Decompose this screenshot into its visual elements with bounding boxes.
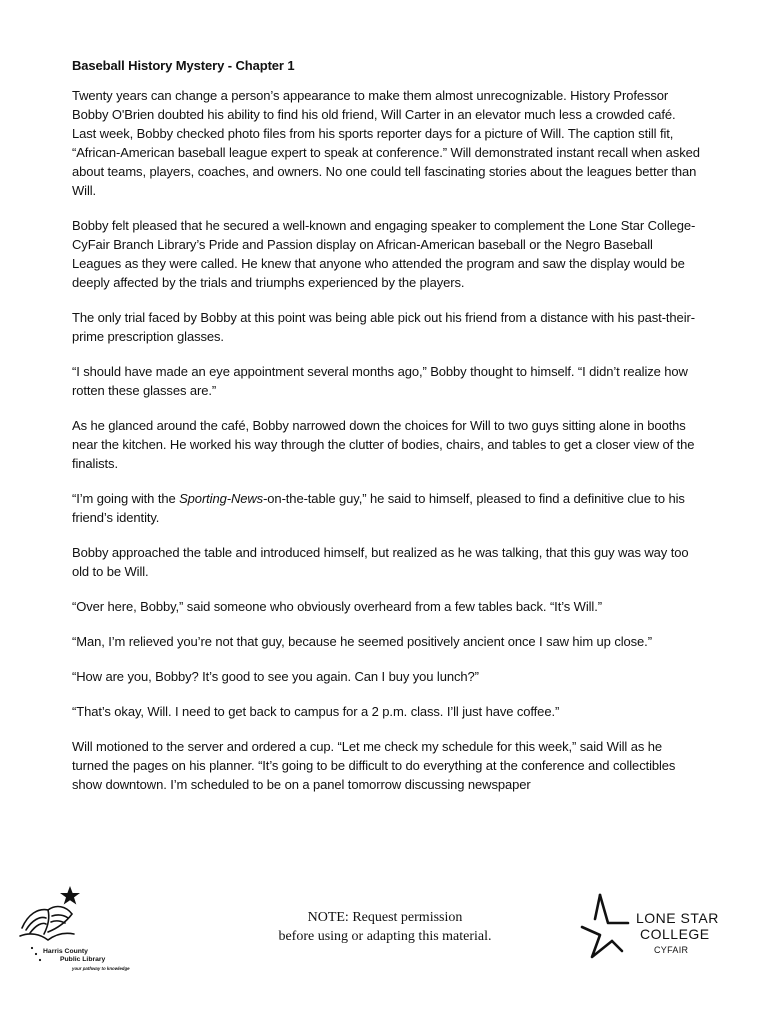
paragraph: “I should have made an eye appointment several months ago,” Bobby thought to himself. “I didn’t realize how rotten these glasses are.” xyxy=(72,364,688,398)
paragraph: As he glanced around the café, Bobby narrowed down the choices for Will to two guys sitting alone in booths near the kitchen. He worked his way through the clutter of bodies, chairs, and tables to get a closer view of the finalists. xyxy=(72,418,695,471)
hcpl-tagline: your pathway to knowledge xyxy=(72,966,130,971)
paragraph-text-after: -on-the-table guy,” he said to himself, pleased to find a definitive clue to his friend’s identity. xyxy=(72,491,685,525)
lsc-name-line1: LONE STAR xyxy=(636,910,719,926)
lone-star-college-logo xyxy=(578,893,719,963)
paragraph: Bobby felt pleased that he secured a well-known and engaging speaker to complement the Lone Star College-CyFair Branch Library’s Pride and Passion display on African-American baseball or the Negro Baseball Leagues as they were called. He knew that anyone who attended the program and saw the display would be deeply affected by the trials and triumphs experienced by the players. xyxy=(72,218,696,290)
star-outline-icon xyxy=(582,895,628,957)
lsc-name-line2: COLLEGE xyxy=(640,926,710,942)
document-body xyxy=(72,56,700,810)
paragraph-with-italic xyxy=(72,489,700,527)
paragraph: “How are you, Bobby? It’s good to see you again. Can I buy you lunch?” xyxy=(72,669,479,684)
harris-county-library-logo xyxy=(18,884,148,976)
paragraph: Will motioned to the server and ordered a cup. “Let me check my schedule for this week,” said Will as he turned the pages on his planner. “It’s going to be difficult to do everything at the conference and collectibles show downtown. I’m scheduled to be on a panel tomorrow discussing newspaper xyxy=(72,739,676,792)
star-icon xyxy=(60,886,80,905)
lsc-campus-name: CYFAIR xyxy=(654,945,689,955)
paragraph: Bobby approached the table and introduced himself, but realized as he was talking, that this guy was way too old to be Will. xyxy=(72,545,689,579)
hcpl-name-line2: Public Library xyxy=(60,956,106,963)
paragraph-text-before: “I’m going with the xyxy=(72,491,180,506)
permission-note-line1: NOTE: Request permission xyxy=(307,910,463,925)
paragraph: “That’s okay, Will. I need to get back to campus for a 2 p.m. class. I’ll just have coffee.” xyxy=(72,704,560,719)
document-title: Baseball History Mystery - Chapter 1 xyxy=(72,58,295,73)
permission-note xyxy=(250,908,520,946)
paragraph: Twenty years can change a person’s appearance to make them almost unrecognizable. History Professor Bobby O'Brien doubted his ability to find his old friend, Will Carter in an elevator much less a crowded café. Last week, Bobby checked photo files from his sports reporter days for a picture of Will. The caption still fit, “African-American baseball league expert to speak at conference.” Will demonstrated instant recall when asked about teams, players, coaches, and owners. No one could tell fascinating stories about the leagues better than Will. xyxy=(72,88,700,198)
publication-title-italic: Sporting-News xyxy=(179,491,264,506)
open-book-icon xyxy=(20,907,74,940)
paragraph: “Over here, Bobby,” said someone who obviously overheard from a few tables back. “It’s Will.” xyxy=(72,599,602,614)
permission-note-line2: before using or adapting this material. xyxy=(278,929,492,944)
paragraph: “Man, I’m relieved you’re not that guy, because he seemed positively ancient once I saw him up close.” xyxy=(72,634,652,649)
hcpl-name-line1: Harris County xyxy=(43,948,88,955)
paragraph: The only trial faced by Bobby at this point was being able pick out his friend from a distance with his past-their-prime prescription glasses. xyxy=(72,310,695,344)
